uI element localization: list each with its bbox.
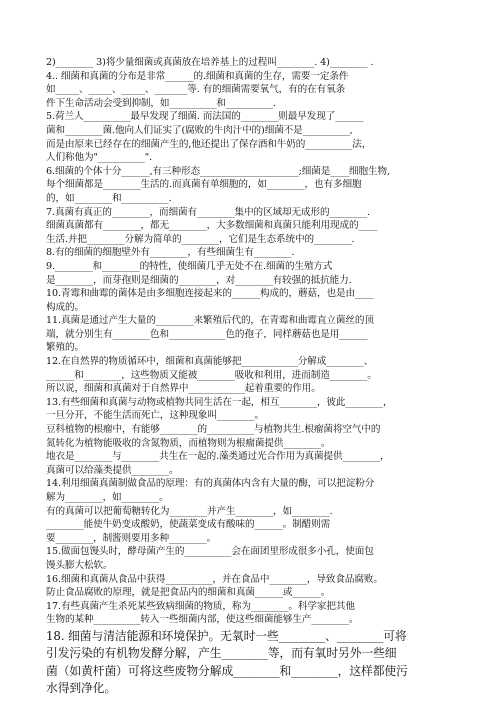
text-line: ________能使牛奶变成酸奶，使蔬菜变成有酸味的______。制醋则需 (46, 519, 331, 531)
text-line: 解为________，如________。 (46, 492, 169, 503)
text-line: 有的真菌可以把葡萄糖转化为________并产生________，如________. (46, 505, 333, 517)
text-line-large: 18. 细菌与清洁能源和环境保护。无氧时一些________、________可将 (46, 628, 407, 643)
text-line: 13.有些细菌和真菌与动物或植物共同生活在一起，相互________，彼此________， (46, 396, 393, 408)
text-line: 人们称他为"__________". (46, 152, 153, 164)
text-line: 而是由原来已经存在的细菌产生的,他还提出了保存酒和牛奶的__________法， (46, 138, 372, 150)
text-line: 是________，而芽孢则是细菌的________，对________有较强的抵抗能力. (46, 274, 352, 286)
text-line: 12.在自然界的物质循环中，细菌和真菌能够把____________分解成________、 (46, 356, 374, 368)
text-line: 10.青霉和曲霉的菌体是由多细胞连接起来的______构成的，蘑菇，也是由____ (46, 288, 374, 300)
text-line: 生物的某种__________转入一些细菌内部，使这些细菌能够生产________。 (46, 614, 359, 626)
text-line: 9.________和________的特性，使细菌几乎无处不在.细菌的生殖方式 (46, 260, 333, 272)
text-line: 氮转化为植物能吸收的含氮物质，而植物则为根瘤菌提供________。 (46, 437, 331, 449)
text-line: 7.真菌有真正的________，而细菌有________集中的区域却无成形的________. (46, 206, 370, 218)
text-line: ______和________，这些物质又能被________吸收和利用，进而制造________。 (46, 369, 377, 381)
text-line: 5.荷兰人__________最早发现了细菌. 而法国的________则最早发现了______ (46, 111, 364, 123)
text-line: 如_____、_____、_____、_______等. 有的细菌需要氧气，有的在有氧条 (46, 84, 346, 96)
text-line: 地衣是________与________共生在一起的.藻类通过光合作用为真菌提供________， (46, 451, 390, 463)
text-line: 一旦分开，不能生活而死亡，这种现象叫________。 (46, 410, 264, 422)
text-line-large: 水得到净化。 (46, 681, 117, 696)
text-line: 要________，制酱则要用多种________。 (46, 532, 217, 544)
text-line: 15.做面包馒头时，酵母菌产生的__________会在面团里形成很多小孔，使面包 (46, 546, 374, 558)
text-line: 每个细菌都是________生活的.而真菌有单细胞的，如________，也有多细胞 (46, 179, 362, 191)
text-line: 真菌可以给藻类提供________。 (46, 464, 179, 476)
text-line: 菌和________菌.他向人们证实了(腐败的牛肉汁中的)细菌不是__________, (46, 124, 353, 136)
text-line: 构成的。 (46, 301, 84, 313)
text-line: 所以说，细菌和真菌对于自然界中____________起着重要的作用。 (46, 383, 321, 395)
text-line: 繁殖的。 (46, 342, 84, 354)
text-line: 14.利用细菌真菌制做食品的原理：有的真菌体内含有大量的酶，可以把淀粉分 (46, 478, 375, 490)
text-line: 端，就分别生有________色和____________色的孢子，同样蘑菇也是用______ (46, 328, 368, 340)
text-line: 4.. 细菌和真菌的分布是非常______的.细菌和真菌的生存，需要一定条件 (46, 70, 349, 82)
text-line: 防止食品腐败的原理，就是把食品内的细菌和真菌______或______。 (46, 587, 331, 599)
text-line: 豆科植物的根瘤中，有能够________的__________与植物共生.根瘤菌将空气中的 (46, 424, 381, 436)
text-line-large: 菌（如黄杆菌）可将这些废物分解成________和________，这样都使污 (46, 663, 408, 678)
text-line: 馒头膨大松软。 (46, 559, 113, 571)
text-line-large: 引发污染的有机物发酵分解，产生________等，而有氧时另外一些细 (46, 646, 397, 661)
text-line: 11.真菌是通过产生大量的________来繁殖后代的，在青霉和曲霉直立菌丝的顶 (46, 315, 374, 327)
text-line: 细菌真菌都有________，都无________，大多数细菌和真菌只能利用现成的____ (46, 220, 378, 232)
text-line: 17.有些真菌产生杀死某些致病细菌的物质，称为________。科学家把其他 (46, 600, 355, 612)
text-line: 生活.并把________分解为简单的________，它们是生态系统中的________. (46, 233, 355, 245)
text-line: 8.有的细菌的细胞壁外有________，有些细菌生有________. (46, 247, 295, 259)
text-line: 6.细菌的个体十分______,有三种形态_____________________;细菌是____细胞生物, (46, 165, 390, 177)
text-line: 2)________ 3)将少量细菌或真菌放在培养基上的过程叫________. 4)________ . (46, 57, 374, 68)
text-line: 件下生命活动会受到抑制，如__________和__________. (46, 97, 276, 109)
text-line: 16.细菌和真菌从食品中获得__________，并在食品中________，导致食品腐败。 (46, 573, 383, 585)
text-line: 的，如________和__________. (46, 192, 172, 204)
